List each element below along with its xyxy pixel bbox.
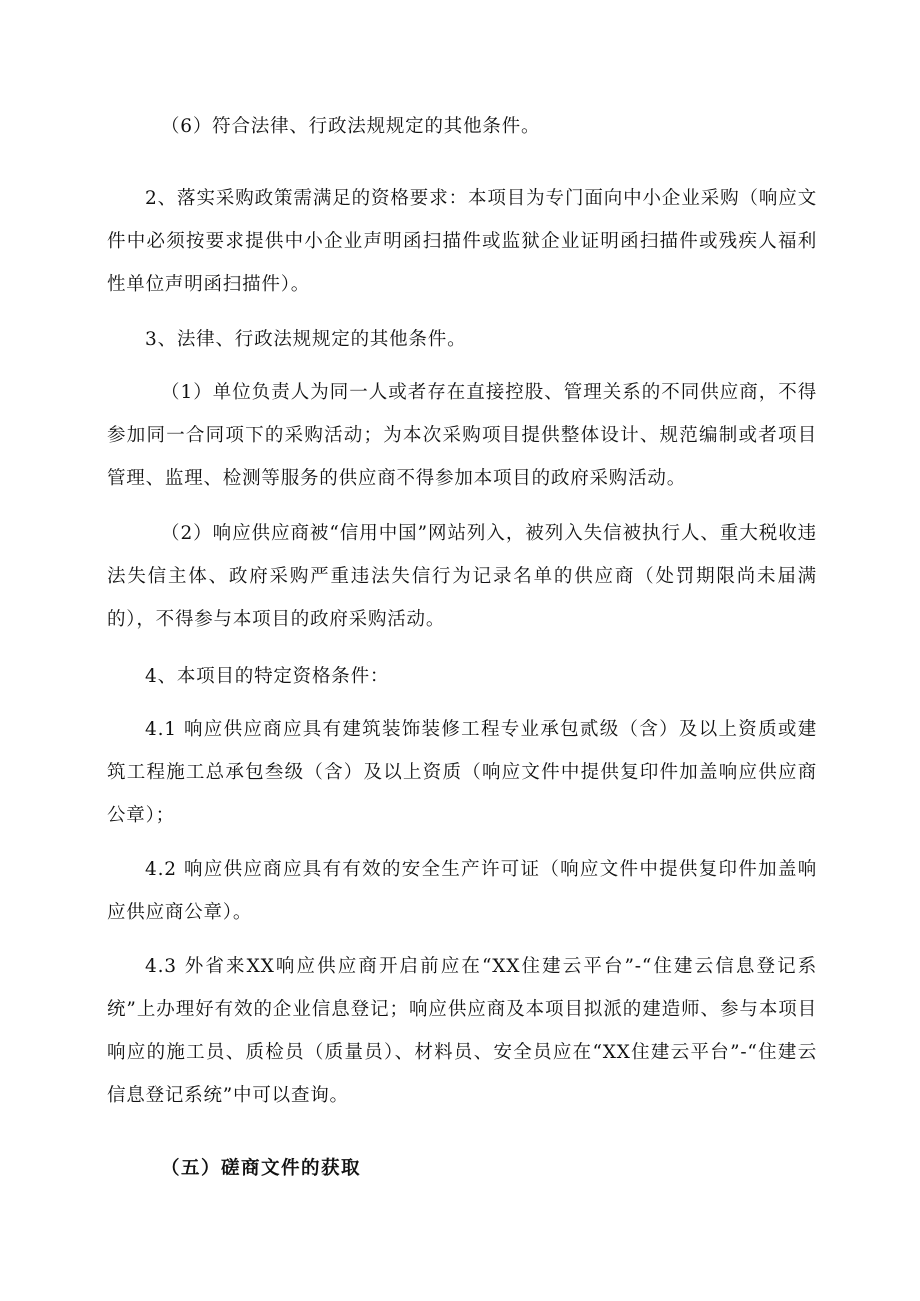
paragraph-policy-requirement: 2、落实采购政策需满足的资格要求：本项目为专门面向中小企业采购（响应文件中必须按要求提供中小企业声明函扫描件或监狱企业证明函扫描件或残疾人福利性单位声明函扫描件）。 bbox=[107, 188, 817, 295]
paragraph-4-1: 4.1 响应供应商应具有建筑装饰装修工程专业承包贰级（含）及以上资质或建筑工程施工总承包叁级（含）及以上资质（响应文件中提供复印件加盖响应供应商公章）； bbox=[107, 719, 817, 826]
paragraph-4-3: 4.3 外省来XX响应供应商开启前应在“XX住建云平台”-“住建云信息登记系统”上办理好有效的企业信息登记；响应供应商及本项目拟派的建造师、参与本项目响应的施工员、质检员（质量员）、材料员、安全员应在“XX住建云平台”-“住建云信息登记系统”中可以查询。 bbox=[107, 956, 817, 1106]
section-heading: （五）磋商文件的获取 bbox=[161, 1158, 362, 1179]
paragraph-condition-6: （6）符合法律、行政法规规定的其他条件。 bbox=[161, 116, 541, 137]
paragraph-4-2: 4.2 响应供应商应具有有效的安全生产许可证（响应文件中提供复印件加盖响应供应商公章）。 bbox=[107, 859, 817, 923]
paragraph-item-2: （2）响应供应商被“信用中国”网站列入，被列入失信被执行人、重大税收违法失信主体、政府采购严重违法失信行为记录名单的供应商（处罚期限尚未届满的），不得参与本项目的政府采购活动。 bbox=[107, 523, 817, 630]
paragraph-item-1: （1）单位负责人为同一人或者存在直接控股、管理关系的不同供应商，不得参加同一合同项下的采购活动；为本次采购项目提供整体设计、规范编制或者项目管理、监理、检测等服务的供应商不得参加本项目的政府采购活动。 bbox=[107, 382, 817, 489]
paragraph-specific-conditions: 4、本项目的特定资格条件： bbox=[145, 666, 390, 687]
paragraph-other-conditions: 3、法律、行政法规规定的其他条件。 bbox=[145, 329, 467, 350]
